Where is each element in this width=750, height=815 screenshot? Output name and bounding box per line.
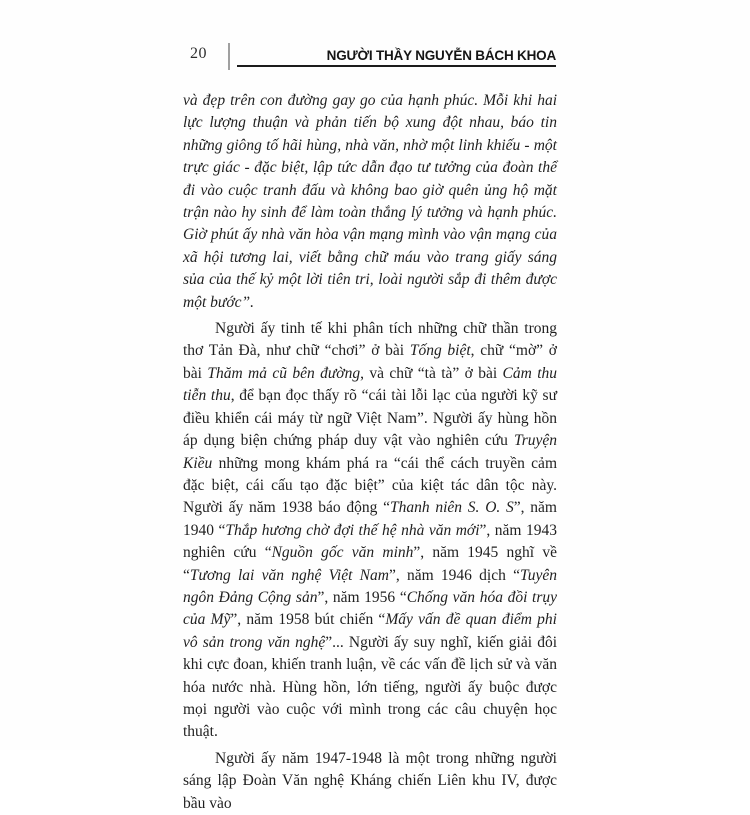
text-segment-italic: Truyện Kiều	[183, 432, 557, 472]
text-segment: ”, năm 1946 dịch “	[388, 566, 520, 584]
text-segment: Người ấy năm 1947-1948 là một trong những người sáng lập Đoàn Văn nghệ Kháng chiến Liên khu IV, được bầu vào	[183, 749, 557, 812]
paragraph	[183, 318, 557, 744]
text-segment-italic: Mấy vấn đề quan điểm phi vô sản trong văn nghệ	[183, 611, 557, 651]
header-vertical-divider	[228, 43, 230, 70]
paragraph	[183, 90, 557, 314]
text-segment: ”, năm 1958 bút chiến “	[230, 611, 386, 629]
text-segment-italic: Nguồn gốc văn minh	[271, 544, 414, 562]
text-segment: ”, năm 1956 “	[317, 588, 407, 606]
body-text	[183, 90, 557, 815]
text-segment-italic: Thanh niên S. O. S	[389, 499, 514, 517]
text-segment-italic: Thắp hương chờ đợi thế hệ nhà văn mới	[225, 521, 480, 539]
text-segment-italic: Thăm mả cũ bên đường	[207, 364, 361, 382]
text-segment-italic: Cảm thu tiễn thu	[183, 364, 558, 405]
text-segment: , để bạn đọc thấy rõ “cái tài lỗi lạc của người kỹ sư điều khiển cái máy từ ngữ Việt Nam”. Người ấy hùng hồn áp dụng biện chứng pháp duy vật vào nghiên cứu	[183, 387, 557, 450]
text-segment-italic: Tống biệt	[409, 342, 471, 360]
text-segment: những mong khám phá ra “cái thể cách truyền cảm đặc biệt, cái cấu tạo đặc biệt” của kiệt tác dân tộc này. Người ấy năm 1938 báo động “	[183, 454, 557, 517]
text-segment: , và chữ “tà tà” ở bài	[360, 364, 503, 382]
text-segment: và đẹp trên con đường gay go của hạnh phúc. Mỗi khi hai lực lượng thuận và phản tiến bộ xung đột nhau, báo tin những giông tố hãi hùng, nhà văn, nhờ một linh khiếu - một trực giác - đặc biệt, lập tức dẫn đạo tư tưởng của đoàn thể đi vào cuộc tranh đấu và không bao giờ quên ủng hộ mặt trận nào hy sinh để làm toàn thắng lý tưởng và hạnh phúc. Giờ phút ấy nhà văn hòa vận mạng mình vào vận mạng của xã hội tương lai, viết bằng chữ máu vào trang giấy sáng sủa của thế kỷ một lời tiên tri, loài người sắp đi thêm được một bước”.	[183, 92, 557, 311]
page-header	[0, 0, 750, 70]
text-segment: ”, năm 1945 nghĩ về “	[183, 544, 557, 584]
text-segment-italic: Chống văn hóa đồi trụy của Mỹ	[183, 588, 557, 629]
text-segment: Người ấy tinh tế khi phân tích những chữ thần trong thơ Tản Đà, như chữ “chơi” ở bài	[183, 320, 557, 360]
text-segment: , chữ “mờ” ở bài	[183, 342, 557, 382]
header-title: NGƯỜI THẦY NGUYỄN BÁCH KHOA	[326, 48, 556, 63]
text-segment-italic: Tương lai văn nghệ Việt Nam	[189, 566, 389, 584]
text-segment: ”... Người ấy suy nghĩ, kiến giải đôi khi cực đoan, khiến tranh luận, về các vấn đề lịch sử và văn hóa nước nhà. Hùng hồn, lớn tiếng, người ấy buộc được mọi người vào cuộc với mình trong các câu chuyện học thuật.	[183, 633, 557, 741]
paragraph	[183, 748, 557, 815]
text-segment: ”, năm 1940 “	[183, 499, 557, 539]
page-number: 20	[190, 45, 207, 62]
text-segment: ”, năm 1943 nghiên cứu “	[183, 521, 557, 562]
header-rule	[237, 65, 556, 67]
text-segment-italic: Tuyên ngôn Đảng Cộng sản	[183, 566, 557, 606]
